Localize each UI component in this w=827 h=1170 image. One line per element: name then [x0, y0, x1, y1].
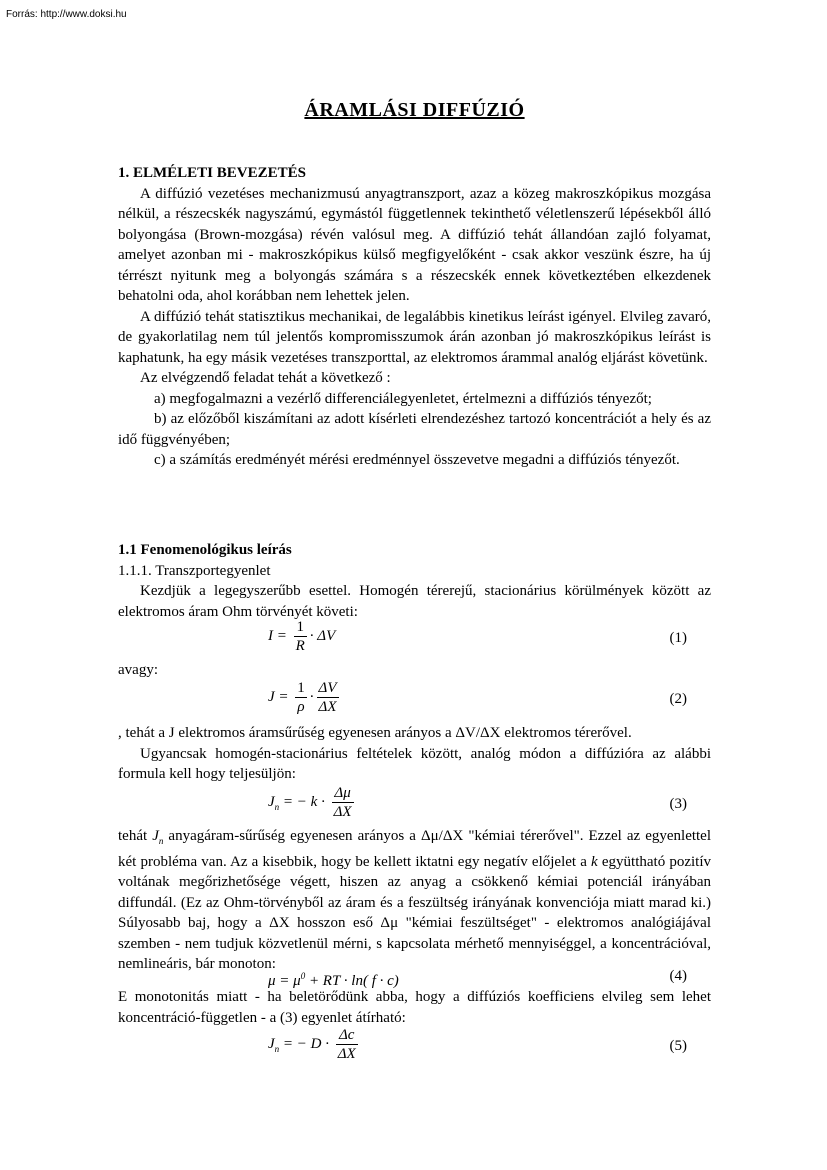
list-item: c) a számítás eredményét mérési eredménnyel összevetve megadni a diffúziós tényezőt. [154, 452, 680, 468]
paragraph: Kezdjük a legegyszerűbb esettel. Homogén térerejű, stacionárius körülmények között az elektromos áram Ohm törvényét követi: [118, 583, 711, 620]
eq-numerator: ΔV [318, 680, 337, 696]
section-1-1-cont [118, 723, 711, 785]
list-item: a) megfogalmazni a vezérlő differenciálegyenletet, értelmezni a diffúziós tényezőt; [154, 390, 652, 407]
source-url: Forrás: http://www.doksi.hu [6, 9, 127, 20]
eq-subscript: n [274, 1043, 280, 1054]
eq-numerator: Δc [336, 1026, 358, 1045]
text-run: együttható pozitív voltának megőrizhetősége végett, hiszen az anyag a csökkenő kémiai potenciál irányában diffundál. (Ez az Ohm-törvényből az áram és a feszültség irányának konvenciója miatt marad ki.) Súlyosabb baj, hogy a ΔX hosszon eső Δμ "kémiai feszültséget" - elektromos analógiájával szemben - nem tudjuk közvetlenül mérni, s kapcsolata mérhető mennyiséggel, a koncentrációval, nemlineáris, bár monoton: [118, 853, 712, 972]
section-heading: 1.1 Fenomenológikus leírás [118, 542, 292, 558]
list-item: b) az előzőből kiszámítani az adott kísérleti elrendezéshez tartozó koncentrációt a hely és az idő függvényében; [118, 411, 711, 448]
equation-number: (1) [669, 630, 687, 646]
eq-numerator: 1 [297, 680, 305, 696]
paragraph: Ugyancsak homogén-stacionárius feltételek között, analóg módon a diffúzióra az alábbi formula kell hogy teljesüljön: [118, 745, 711, 782]
eq-lhs: I = [268, 627, 291, 644]
section-heading: 1. ELMÉLETI BEVEZETÉS [118, 165, 306, 181]
eq-lhs: J [268, 1035, 275, 1052]
paragraph: A diffúzió tehát statisztikus mechanikai, de legalábbis kinetikus leírást igényel. Elvileg zavaró, de gyakorlatilag nem túl jelentős kompromisszumok árán azonban jó makroszkópikus leírást is kaphatunk, ha egy másik vezetéses transzporttal, az elektromos árammal analóg eljárást követünk. [118, 308, 711, 366]
eq-superscript: 0 [300, 971, 306, 981]
equation-number: (2) [669, 691, 687, 707]
eq-lhs: J [268, 793, 275, 810]
paragraph: avagy: [118, 662, 158, 678]
eq-denominator: ΔX [318, 699, 337, 715]
equation-1 [118, 616, 711, 660]
symbol-jn: $J_n$ [152, 828, 164, 846]
eq-rhs: + RT · ln( f · c) [305, 973, 399, 989]
eq-mid: = − k · [279, 793, 329, 810]
paragraph: Az elvégzendő feladat tehát a következő : [140, 370, 391, 386]
eq-denominator: R [295, 638, 305, 654]
eq-numerator: Δμ [332, 784, 354, 803]
symbol-k: k [591, 853, 598, 870]
equation-number: (5) [669, 1038, 687, 1054]
eq-denominator: ΔX [333, 804, 352, 820]
equation-number: (3) [669, 796, 687, 812]
eq-lhs: μ = μ [268, 973, 301, 989]
page-title: ÁRAMLÁSI DIFFÚZIÓ [304, 99, 525, 121]
text-run: tehát [118, 828, 148, 844]
equation-2: J = $\frac{1}{\rho}$ · $\frac{\Delta V}{\Delta X}$ (2) [268, 680, 687, 715]
eq-mid: = − D · [279, 1035, 333, 1052]
subsection-heading: 1.1.1. Transzportegyenlet [118, 562, 271, 579]
eq-rhs: · ΔV [309, 627, 336, 644]
eq-subscript: n [158, 836, 164, 846]
eq-subscript: n [274, 801, 280, 812]
equation-number: (4) [669, 968, 687, 984]
text-run: anyagáram-sűrűség egyenesen arányos a Δμ/ΔX "kémiai térerővel". Ezzel az egyenlettel két probléma van. Az a kisebbik, hogy be kellett iktatni egy negatív előjelet a [118, 828, 712, 870]
paragraph: E monotonitás miatt - ha beletörődünk abba, hogy a diffúziós koefficiens elvileg sem lehet koncentráció-független - a (3) egyenlet átírható: [118, 989, 711, 1026]
equation-3 [118, 782, 711, 826]
eq-numerator: 1 [294, 618, 307, 637]
eq-denominator: ΔX [337, 1046, 356, 1062]
eq-lhs: J = [268, 688, 293, 705]
eq-denominator: ρ [297, 699, 305, 715]
paragraph: A diffúzió vezetéses mechanizmusú anyagtranszport, azaz a közeg makroszkópikus mozgása nélkül, a részecskék nagyszámú, egymástól függetlennek tekinthető véletlenszerű lépésekből álló bolyongása (Brown-mozgása) révén valósul meg. A diffúzió tehát állandóan zajló folyamat, amelyet azonban mi - makroszkópikus külső megfigyelőként - csak akkor veszünk észre, ha új térrészt nyitunk meg a bolyongás számára s a részecskék ennek következtében elkezdenek behatolni oda, ahol korábban nem lehettek jelen. [118, 185, 711, 304]
equation-5 [118, 1024, 711, 1068]
paragraph [118, 826, 711, 975]
equation-4 [118, 966, 711, 988]
section-1 [118, 163, 711, 471]
section-1-1 [118, 540, 711, 622]
paragraph: , tehát a J elektromos áramsűrűség egyenesen arányos a ΔV/ΔX elektromos térerővel. [118, 725, 632, 741]
